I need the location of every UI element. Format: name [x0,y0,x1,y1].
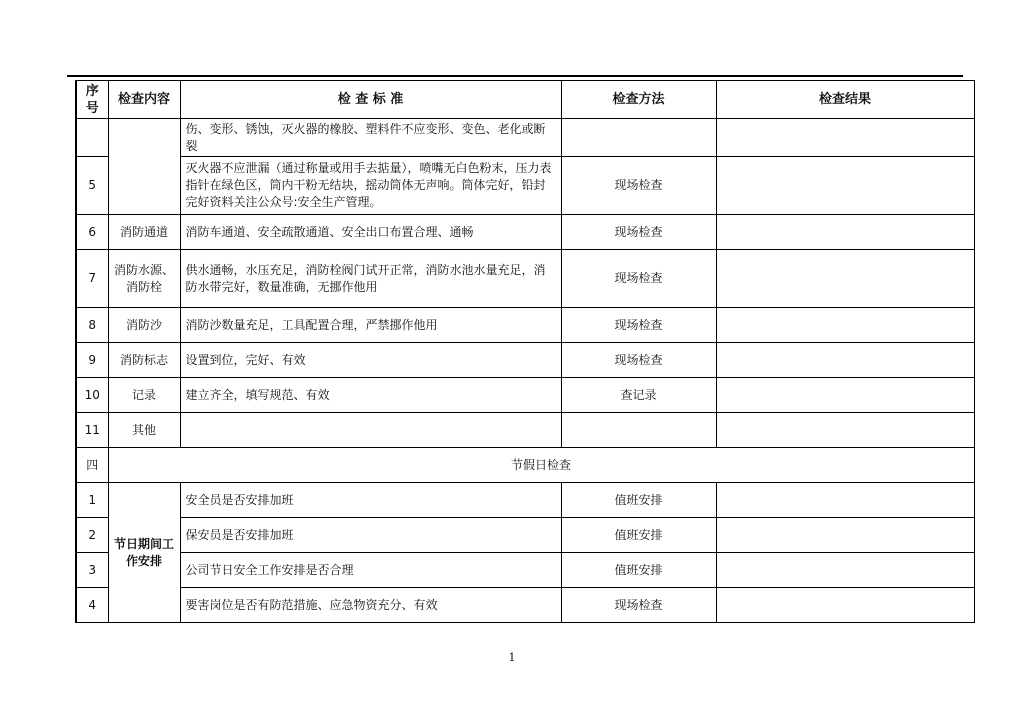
row-content: 消防沙 [108,308,180,343]
table-row [76,588,974,623]
row-seq: 6 [76,215,108,250]
row-standard: 消防沙数量充足，工具配置合理，严禁挪作他用 [180,308,561,343]
row-method [561,119,716,157]
row-result [716,518,974,553]
row-standard: 保安员是否安排加班 [180,518,561,553]
row-standard: 消防车通道、安全疏散通道、安全出口布置合理、通畅 [180,215,561,250]
row-seq: 3 [76,553,108,588]
row-result [716,250,974,308]
table-row [76,308,974,343]
table-row [76,518,974,553]
row-method: 查记录 [561,378,716,413]
row-standard: 设置到位，完好、有效 [180,343,561,378]
row-standard: 伤、变形、锈蚀，灭火器的橡胶、塑料件不应变形、变色、老化或断裂 [180,119,561,157]
row-result [716,588,974,623]
row-standard [180,413,561,448]
row-standard: 公司节日安全工作安排是否合理 [180,553,561,588]
row-content: 记录 [108,378,180,413]
header-content: 检查内容 [108,81,180,119]
row-method: 现场检查 [561,588,716,623]
row-seq: 2 [76,518,108,553]
row-result [716,413,974,448]
row-content: 消防通道 [108,215,180,250]
header-row [76,81,974,119]
table-row [76,119,974,157]
page-number: 1 [508,651,516,664]
row-seq: 5 [76,157,108,215]
row-result [716,343,974,378]
row-method: 值班安排 [561,483,716,518]
group-content: 节日期间工作安排 [108,483,180,623]
row-result [716,157,974,215]
row-content: 消防水源、消防栓 [108,250,180,308]
row-result [716,378,974,413]
header-seq: 序号 [76,81,108,119]
row-seq: 9 [76,343,108,378]
row-seq: 7 [76,250,108,308]
row-standard: 要害岗位是否有防范措施、应急物资充分、有效 [180,588,561,623]
row-result [716,215,974,250]
row-content: 消防标志 [108,343,180,378]
row-method: 值班安排 [561,518,716,553]
table-row [76,413,974,448]
row-content [108,119,180,215]
section-title: 节假日检查 [108,448,974,483]
row-method: 现场检查 [561,343,716,378]
row-method: 现场检查 [561,308,716,343]
row-result [716,483,974,518]
row-seq [76,119,108,157]
table-row [76,215,974,250]
row-method: 现场检查 [561,250,716,308]
table-row [76,343,974,378]
table-row [76,250,974,308]
header-method: 检查方法 [561,81,716,119]
table-row [76,157,974,215]
row-method [561,413,716,448]
row-method: 值班安排 [561,553,716,588]
row-result [716,553,974,588]
row-seq: 11 [76,413,108,448]
row-content: 其他 [108,413,180,448]
table-row [76,378,974,413]
row-seq: 10 [76,378,108,413]
row-method: 现场检查 [561,157,716,215]
inspection-table [75,80,975,623]
section-seq: 四 [76,448,108,483]
header-standard: 检 查 标 准 [180,81,561,119]
row-seq: 8 [76,308,108,343]
top-rule [67,75,963,77]
header-result: 检查结果 [716,81,974,119]
section-row [76,448,974,483]
row-standard: 建立齐全，填写规范、有效 [180,378,561,413]
row-result [716,119,974,157]
row-method: 现场检查 [561,215,716,250]
table-row [76,553,974,588]
row-standard: 灭火器不应泄漏（通过称量或用手去掂量），喷嘴无白色粉末，压力表指针在绿色区，筒内干粉无结块，摇动筒体无声响。筒体完好，铅封完好资料关注公众号:安全生产管理。 [180,157,561,215]
table-row [76,483,974,518]
row-standard: 供水通畅，水压充足，消防栓阀门试开正常，消防水池水量充足，消防水带完好，数量准确，无挪作他用 [180,250,561,308]
row-seq: 4 [76,588,108,623]
row-standard: 安全员是否安排加班 [180,483,561,518]
row-seq: 1 [76,483,108,518]
row-result [716,308,974,343]
